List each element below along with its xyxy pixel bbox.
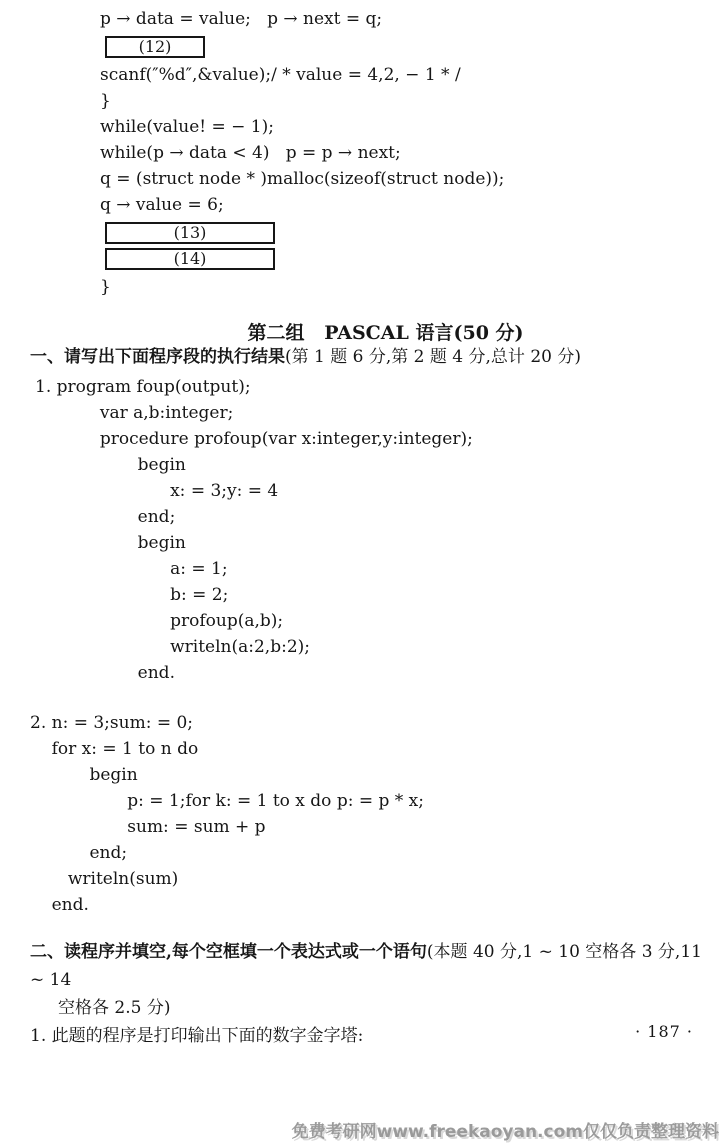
section2-header — [30, 938, 719, 1050]
section2-title-bold: 二、读程序并填空,每个空框填一个表达式或一个语句 — [30, 942, 427, 962]
watermark-text: 免费考研网www.freekaoyan.com仅仅负责整理资料 — [291, 1122, 719, 1142]
pascal-program2-block — [30, 710, 424, 918]
code-line: while(value! = − 1); — [100, 117, 274, 137]
code-line: end. — [30, 895, 89, 915]
code-line: 1. program foup(output); — [35, 377, 251, 397]
section2-item1: 1. 此题的程序是打印输出下面的数字金字塔: — [30, 1026, 364, 1046]
section2-title-rest: (本题 40 分,1 ~ 10 空格各 3 分,11 ~ 14 — [30, 942, 702, 990]
code-line: while(p → data < 4) p = p → next; — [100, 143, 401, 163]
code-line: p: = 1;for k: = 1 to x do p: = p * x; — [30, 791, 424, 811]
answer-blank-box: (14) — [105, 248, 275, 270]
section1-title-rest: (第 1 题 6 分,第 2 题 4 分,总计 20 分) — [285, 347, 582, 367]
code-line: scanf(″%d″,&value);/ * value = 4,2, − 1 * / — [100, 65, 461, 85]
section1-title-bold: 一、请写出下面程序段的执行结果 — [30, 347, 285, 367]
section2-title-line2: 空格各 2.5 分) — [58, 998, 171, 1018]
code-line: } — [100, 91, 111, 111]
answer-blank-box: (12) — [105, 36, 205, 58]
code-line: end; — [30, 843, 128, 863]
section2-title-line1 — [30, 938, 719, 994]
pascal-group-heading: 第二组 PASCAL 语言(50 分) — [247, 322, 524, 344]
code-line: sum: = sum + p — [30, 817, 266, 837]
code-line: b: = 2; — [35, 585, 229, 605]
code-line: profoup(a,b); — [35, 611, 284, 631]
code-line: writeln(sum) — [30, 869, 179, 889]
code-line: end. — [35, 663, 175, 683]
code-line: procedure profoup(var x:integer,y:integer); — [35, 429, 473, 449]
code-line: x: = 3;y: = 4 — [35, 481, 279, 501]
code-line: writeln(a:2,b:2); — [35, 637, 310, 657]
code-line: } — [100, 277, 111, 297]
pascal-program1-block — [35, 374, 473, 686]
code-line: a: = 1; — [35, 559, 228, 579]
code-line: begin — [35, 455, 186, 475]
section1-header — [30, 344, 581, 371]
code-line: var a,b:integer; — [35, 403, 234, 423]
code-line: 2. n: = 3;sum: = 0; — [30, 713, 194, 733]
answer-blank-box: (13) — [105, 222, 275, 244]
code-line: q = (struct node * )malloc(sizeof(struct node)); — [100, 169, 505, 189]
code-line: q → value = 6; — [100, 195, 224, 215]
code-line: end; — [35, 507, 176, 527]
c-code-block — [100, 6, 504, 300]
code-line: for x: = 1 to n do — [30, 739, 199, 759]
page-number: · 187 · — [635, 1022, 693, 1041]
code-line: begin — [30, 765, 138, 785]
code-line: begin — [35, 533, 186, 553]
code-line: p → data = value; p → next = q; — [100, 9, 383, 29]
